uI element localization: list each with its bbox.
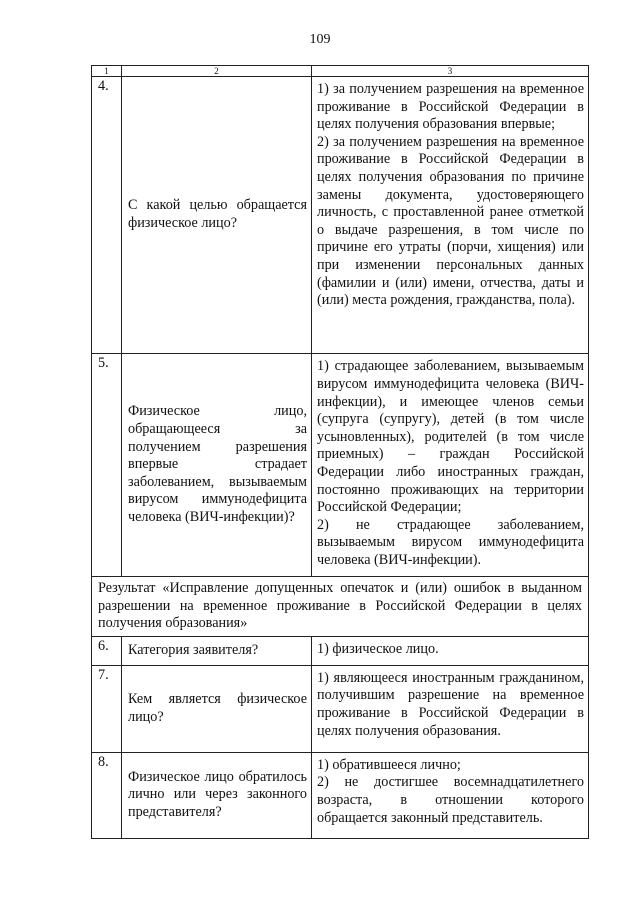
row-number: 5.	[92, 354, 122, 577]
row-question: Категория заявителя?	[122, 636, 312, 665]
column-number-row	[92, 66, 589, 77]
row-answer	[312, 77, 589, 354]
answer-option: 1) обратившееся лично;	[317, 756, 461, 773]
answer-option: 1) страдающее заболеванием, вызываемым вирусом иммунодефицита человека (ВИЧ-инфекции), и имеющее членов семьи (супруга (супругу), детей (в том числе усыновленных), родителей (в том числе приемных) – граждан Российской Федерации либо иностранных граждан, постоянно проживающих на территории Российской Федерации;	[317, 358, 584, 516]
result-heading: Результат «Исправление допущенных опечаток и (или) ошибок в выданном разрешении на временное проживание в Российской Федерации в целях получения образования»	[92, 577, 589, 637]
row-number: 4.	[92, 77, 122, 354]
answer-option: 2) не достигшее восемнадцатилетнего возраста, в отношении которого обращается законный представитель.	[317, 774, 584, 826]
answer-option: 1) физическое лицо.	[317, 640, 439, 657]
row-number: 8.	[92, 752, 122, 838]
column-number-3: 3	[312, 66, 589, 77]
row-answer	[312, 665, 589, 752]
table-row	[92, 752, 589, 838]
row-answer	[312, 752, 589, 838]
column-number-2: 2	[122, 66, 312, 77]
answer-option: 1) являющееся иностранным гражданином, получившим разрешение на временное проживание в Российской Федерации в целях получения образования.	[317, 669, 584, 739]
table-row	[92, 665, 589, 752]
answer-option: 2) не страдающее заболеванием, вызываемым вирусом иммунодефицита человека (ВИЧ-инфекции).	[317, 516, 584, 568]
page-number: 109	[309, 32, 331, 47]
answer-option: 1) за получением разрешения на временное проживание в Российской Федерации в целях получения образования впервые;	[317, 81, 584, 133]
row-question: С какой целью обращается физическое лицо?	[122, 77, 312, 354]
table-row	[92, 636, 589, 665]
row-number: 7.	[92, 665, 122, 752]
row-answer	[312, 354, 589, 577]
answer-option: 2) за получением разрешения на временное проживание в Российской Федерации в целях получения образования по причине замены документа, удостоверяющего личность, с проставленной ранее отметкой о выдаче разрешения, в том числе по причине его утраты (порчи, хищения) или при изменении персональных данных (фамилии и (или) имени, отчества, даты и (или) места рождения, гражданства, пола).	[317, 133, 584, 309]
row-question: Кем является физическое лицо?	[122, 665, 312, 752]
column-number-1: 1	[92, 66, 122, 77]
table-row	[92, 354, 589, 577]
table-row	[92, 77, 589, 354]
result-row	[92, 577, 589, 637]
row-number: 6.	[92, 636, 122, 665]
criteria-table	[91, 65, 589, 839]
row-answer	[312, 636, 589, 665]
row-question: Физическое лицо обратилось лично или через законного представителя?	[122, 752, 312, 838]
row-question: Физическое лицо, обращающееся за получением разрешения впервые страдает заболеванием, вызываемым вирусом иммунодефицита человека (ВИЧ-инфекции)?	[122, 354, 312, 577]
